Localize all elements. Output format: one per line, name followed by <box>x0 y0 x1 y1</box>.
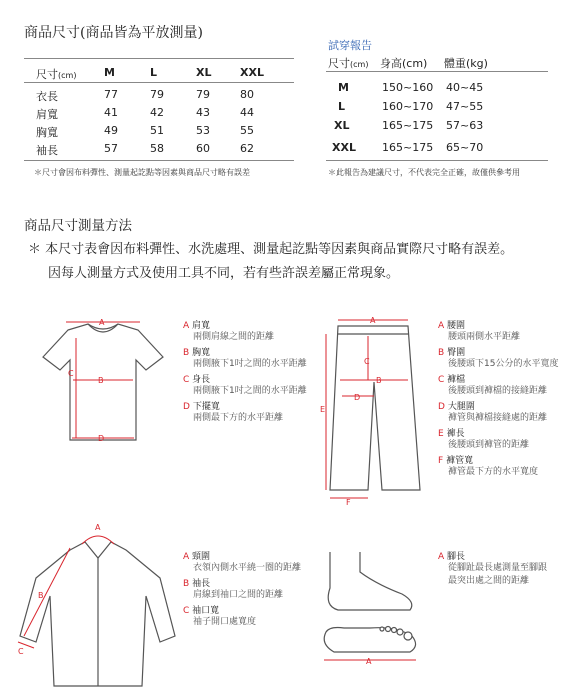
cell: 43 <box>196 106 210 119</box>
marker-a: A <box>99 318 105 327</box>
cell: 42 <box>150 106 164 119</box>
cell: 44 <box>240 106 254 119</box>
pants-diagram <box>316 312 434 510</box>
fit-weight: 65~70 <box>446 141 484 154</box>
fit-size: XL <box>334 119 350 132</box>
cell: 77 <box>104 88 118 101</box>
legend-item: E 褲長 後腰頭到褲管的距離 <box>438 429 530 450</box>
legend-item: B 胸寬 兩側腋下1吋之間的水平距離 <box>183 348 307 369</box>
col-header: XL <box>196 66 212 79</box>
cell: 62 <box>240 142 254 155</box>
legend-item: A 肩寬 兩側肩線之間的距離 <box>183 321 275 342</box>
fit-weight: 40~45 <box>446 81 484 94</box>
fit-header-size: 尺寸(cm) <box>328 57 369 70</box>
marker-b: B <box>98 376 104 385</box>
row-label: 衣長 <box>36 90 58 103</box>
size-chart-note: ＊尺寸會因布料彈性、測量起訖點等因素與商品尺寸略有誤差 <box>34 168 250 177</box>
cell: 58 <box>150 142 164 155</box>
cell: 41 <box>104 106 118 119</box>
cell: 60 <box>196 142 210 155</box>
shirt-legend <box>183 552 301 628</box>
fit-weight: 47~55 <box>446 100 484 113</box>
cell: 80 <box>240 88 254 101</box>
legend-item: D 大腿圍 褲管與褲檔接縫處的距離 <box>438 402 548 423</box>
divider <box>24 58 294 59</box>
marker-f: F <box>346 498 351 507</box>
unit-label: 尺寸(cm) <box>36 68 77 81</box>
cell: 55 <box>240 124 254 137</box>
method-line-1: ＊ 本尺寸表會因布料彈性、水洗處理、測量起訖點等因素與商品實際尺寸略有誤差。 <box>28 242 514 257</box>
cell: 49 <box>104 124 118 137</box>
fit-weight: 57~63 <box>446 119 484 132</box>
pants-legend <box>438 321 558 478</box>
shirt-diagram <box>10 518 180 690</box>
marker-b: B <box>376 376 382 385</box>
divider <box>24 82 294 83</box>
size-chart-title: 商品尺寸(商品皆為平放測量) <box>24 25 203 41</box>
divider <box>326 71 548 72</box>
legend-item: A 腰圍 腰頭兩側水平距離 <box>438 321 521 342</box>
col-header: M <box>104 66 115 79</box>
fit-size: XXL <box>332 141 356 154</box>
fit-height: 160~170 <box>382 100 434 113</box>
fit-report-title: 試穿報告 <box>328 39 372 52</box>
fit-header-weight: 體重(kg) <box>444 57 488 70</box>
col-header: XXL <box>240 66 264 79</box>
marker-c: C <box>364 357 370 366</box>
divider <box>24 160 294 161</box>
col-header: L <box>150 66 158 79</box>
fit-size: M <box>338 81 349 94</box>
marker-d: D <box>354 393 361 402</box>
method-title: 商品尺寸測量方法 <box>24 218 132 234</box>
fit-header-height: 身高(cm) <box>380 57 428 70</box>
marker-c: C <box>18 647 24 656</box>
fit-height: 165~175 <box>382 141 434 154</box>
marker-e: E <box>320 405 326 414</box>
marker-d: D <box>98 434 105 443</box>
divider <box>326 160 548 161</box>
method-line-2: 因每人測量方式及使用工具不同，若有些許誤差屬正常現象。 <box>48 266 400 281</box>
marker-c: C <box>68 369 74 378</box>
legend-item: C 身長 兩側腋下1吋之間的水平距離 <box>183 375 307 396</box>
marker-a: A <box>370 316 376 325</box>
tshirt-legend <box>183 321 307 424</box>
fit-height: 165~175 <box>382 119 434 132</box>
cell: 79 <box>196 88 210 101</box>
cell: 51 <box>150 124 164 137</box>
legend-item: C 袖口寬 袖子開口處寬度 <box>183 606 257 627</box>
legend-item: D 下擺寬 兩側最下方的水平距離 <box>183 402 284 423</box>
legend-item: A 腳長 從腳趾最長處測量至腳跟 最突出處之間的距離 <box>438 552 548 586</box>
cell: 53 <box>196 124 210 137</box>
marker-a: A <box>366 657 372 666</box>
cell: 57 <box>104 142 118 155</box>
foot-legend <box>438 552 547 587</box>
row-label: 肩寬 <box>36 108 58 121</box>
fit-height: 150~160 <box>382 81 434 94</box>
tshirt-diagram <box>28 312 178 448</box>
row-label: 胸寬 <box>36 126 58 139</box>
legend-item: B 臀圍 後腰頭下15公分的水平寬度 <box>438 348 559 369</box>
cell: 79 <box>150 88 164 101</box>
legend-item: F 褲管寬 褲管最下方的水平寬度 <box>438 456 539 477</box>
foot-diagram <box>316 548 426 668</box>
marker-b: B <box>38 591 44 600</box>
fit-size: L <box>338 100 346 113</box>
fit-report-note: ＊此報告為建議尺寸，不代表完全正確，故僅供參考用 <box>328 168 520 177</box>
legend-item: A 頸圍 衣領內側水平繞一圈的距離 <box>183 552 302 573</box>
row-label: 袖長 <box>36 144 58 157</box>
legend-item: C 褲檔 後腰頭到褲檔的接縫距離 <box>438 375 548 396</box>
marker-a: A <box>95 523 101 532</box>
legend-item: B 袖長 肩線到袖口之間的距離 <box>183 579 284 600</box>
